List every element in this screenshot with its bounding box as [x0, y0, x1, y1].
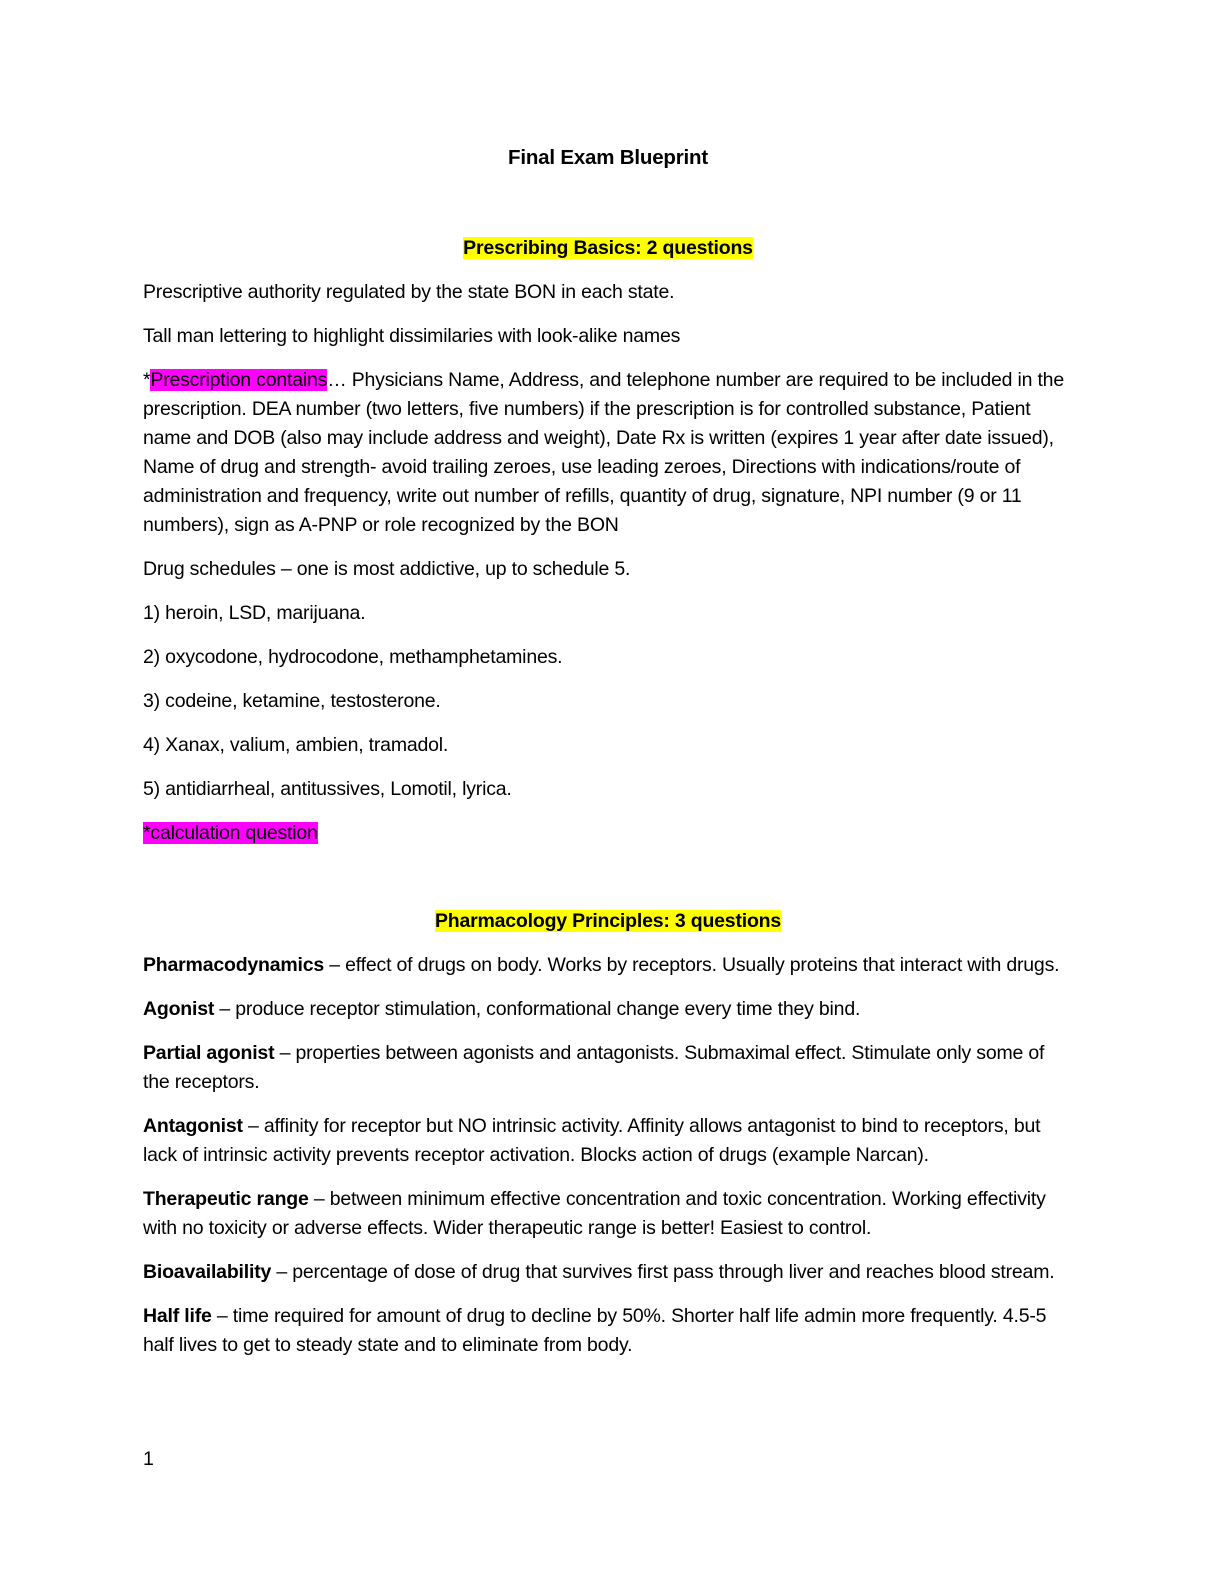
term-definition: – properties between agonists and antagonists. Submaximal effect. Stimulate only some of the receptors.: [143, 1042, 1045, 1093]
term-label: Pharmacodynamics: [143, 954, 325, 976]
heading-highlight: Pharmacology Principles: 3 questions: [434, 910, 782, 932]
term-definition: – percentage of dose of drug that survives first pass through liver and reaches blood stream.: [271, 1261, 1055, 1283]
term-agonist: [143, 995, 1073, 1024]
paragraph-prescriptive-authority: Prescriptive authority regulated by the state BON in each state.: [143, 281, 675, 303]
term-definition: – effect of drugs on body. Works by receptors. Usually proteins that interact with drugs.: [324, 954, 1060, 976]
asterisk-prefix: *: [143, 369, 151, 391]
section-heading-prescribing-basics: [143, 234, 1073, 263]
document-title: Final Exam Blueprint: [508, 146, 708, 169]
term-label: Agonist: [143, 998, 215, 1020]
term-pharmacodynamics: [143, 951, 1073, 980]
term-label: Therapeutic range: [143, 1188, 309, 1210]
term-therapeutic-range: [143, 1185, 1073, 1243]
term-definition: – produce receptor stimulation, conformational change every time they bind.: [214, 998, 861, 1020]
schedule-item: 2) oxycodone, hydrocodone, methamphetamines.: [143, 646, 563, 668]
schedule-item: 4) Xanax, valium, ambien, tramadol.: [143, 734, 449, 756]
heading-highlight: Prescribing Basics: 2 questions: [463, 237, 753, 259]
prescription-contains-text: … Physicians Name, Address, and telephone number are required to be included in the prescription. DEA number (two letters, five numbers) if the prescription is for controlled substance, Patient name and DOB (also may include address and weight), Date Rx is written (expires 1 year after date issued), Name of drug and strength- avoid trailing zeroes, use leading zeroes, Directions with indications/route of administration and frequency, write out number of refills, quantity of drug, signature, NPI number (9 or 11 numbers), sign as A-PNP or role recognized by the BON: [143, 369, 1064, 536]
schedule-item: 5) antidiarrheal, antitussives, Lomotil, lyrica.: [143, 778, 512, 800]
section-spacer: [143, 863, 1073, 907]
paragraph-drug-schedules: Drug schedules – one is most addictive, up to schedule 5.: [143, 558, 631, 580]
term-label: Bioavailability: [143, 1261, 272, 1283]
schedule-item: 1) heroin, LSD, marijuana.: [143, 602, 366, 624]
calculation-note: [143, 819, 1073, 848]
term-label: Half life: [143, 1305, 212, 1327]
pink-highlight-prescription-contains: Prescription contains: [150, 369, 328, 391]
term-definition: – affinity for receptor but NO intrinsic activity. Affinity allows antagonist to bind to receptors, but lack of intrinsic activity prevents receptor activation. Blocks action of drugs (example Narcan).: [143, 1115, 1041, 1166]
term-bioavailability: [143, 1258, 1073, 1287]
term-label: Antagonist: [143, 1115, 243, 1137]
paragraph-prescription-contains: [143, 366, 1073, 540]
paragraph-tall-man-lettering: Tall man lettering to highlight dissimilaries with look-alike names: [143, 325, 681, 347]
page-number: 1: [143, 1448, 154, 1470]
term-label: Partial agonist: [143, 1042, 275, 1064]
term-definition: – time required for amount of drug to decline by 50%. Shorter half life admin more frequently. 4.5-5 half lives to get to steady state and to eliminate from body.: [143, 1305, 1047, 1356]
schedule-item: 3) codeine, ketamine, testosterone.: [143, 690, 441, 712]
term-definition: – between minimum effective concentration and toxic concentration. Working effectivity with no toxicity or adverse effects. Wider therapeutic range is better! Easiest to control.: [143, 1188, 1046, 1239]
term-partial-agonist: [143, 1039, 1073, 1097]
document-body: [143, 143, 1073, 1375]
term-half-life: [143, 1302, 1073, 1360]
term-antagonist: [143, 1112, 1073, 1170]
pink-highlight-calculation: *calculation question: [143, 822, 318, 844]
section-heading-pharmacology-principles: [143, 907, 1073, 936]
